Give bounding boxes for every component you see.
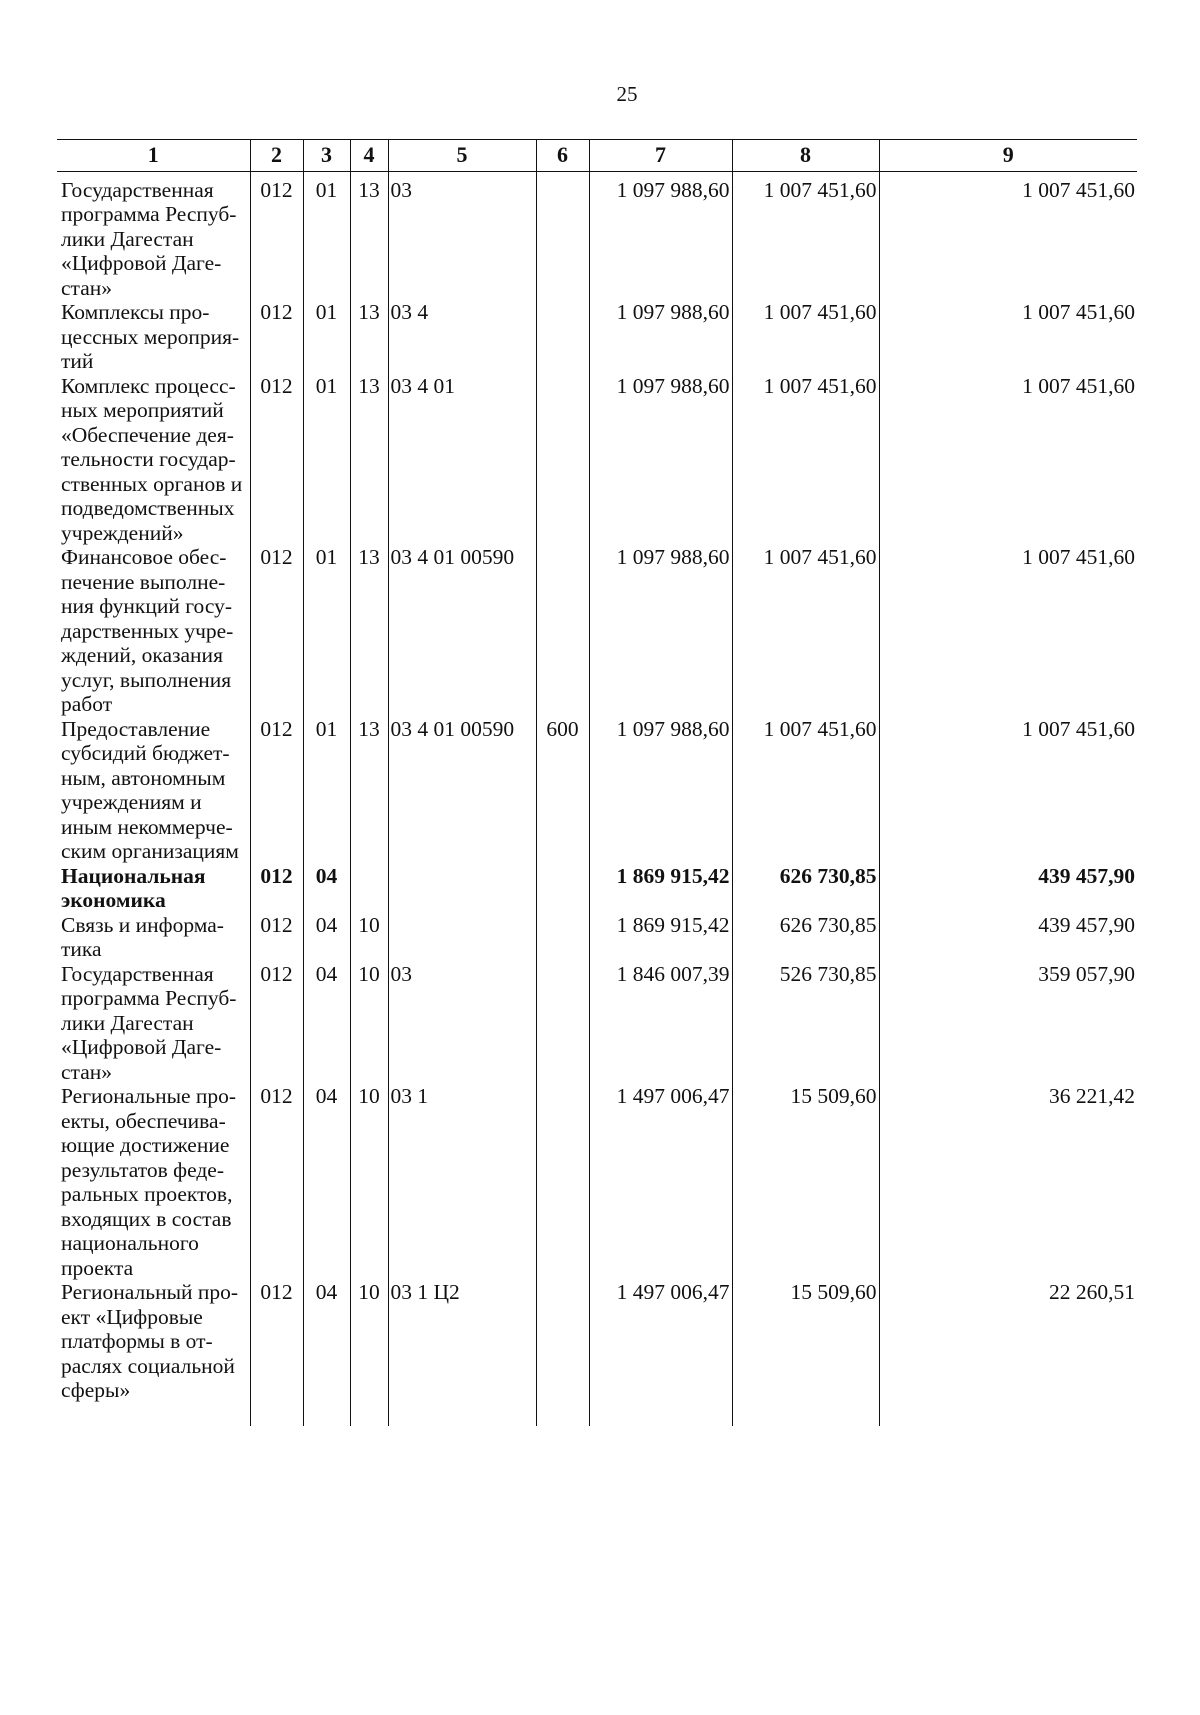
row-subsection <box>350 864 388 913</box>
row-amount-col7: 1 869 915,42 <box>589 913 732 962</box>
row-code: 012 <box>250 913 303 962</box>
row-name: Предоставление субсидий бюджет-ным, автономным учреждениям и иным некоммерче-ским организациям <box>61 716 239 863</box>
row-article <box>388 913 536 962</box>
table-row <box>57 171 1137 300</box>
row-section: 01 <box>303 374 350 546</box>
row-amount-col7: 1 097 988,60 <box>589 300 732 374</box>
row-amount-col8: 1 007 451,60 <box>732 374 879 546</box>
header-col-2: 2 <box>250 140 303 172</box>
row-expense-type <box>536 913 589 962</box>
row-section: 01 <box>303 717 350 864</box>
row-amount-col9: 439 457,90 <box>879 864 1137 913</box>
row-article: 03 <box>388 171 536 300</box>
row-name: Финансовое обес-печение выполне-ния функций госу-дарственных учре-ждений, оказания услуг, выполнения работ <box>61 545 234 716</box>
row-name: Государственная программа Респуб-лики Дагестан «Цифровой Даге-стан» <box>61 961 237 1084</box>
row-code: 012 <box>250 962 303 1085</box>
header-col-5: 5 <box>388 140 536 172</box>
row-amount-col7: 1 497 006,47 <box>589 1280 732 1426</box>
row-subsection: 10 <box>350 962 388 1085</box>
row-article: 03 1 Ц2 <box>388 1280 536 1426</box>
header-col-3: 3 <box>303 140 350 172</box>
table-row <box>57 717 1137 864</box>
row-amount-col8: 626 730,85 <box>732 913 879 962</box>
row-expense-type <box>536 300 589 374</box>
row-amount-col7: 1 497 006,47 <box>589 1084 732 1280</box>
row-section: 04 <box>303 864 350 913</box>
row-subsection: 13 <box>350 717 388 864</box>
table-row <box>57 1084 1137 1280</box>
row-expense-type <box>536 1084 589 1280</box>
table-row <box>57 300 1137 374</box>
row-amount-col9: 439 457,90 <box>879 913 1137 962</box>
row-name: Комплекс процесс-ных мероприятий «Обеспечение дея-тельности государ-ственных органов и подведомственных учреждений» <box>61 373 243 545</box>
table-row <box>57 864 1137 913</box>
header-col-1: 1 <box>57 140 250 172</box>
row-subsection: 13 <box>350 171 388 300</box>
row-subsection: 13 <box>350 545 388 717</box>
header-col-9: 9 <box>879 140 1137 172</box>
row-amount-col8: 1 007 451,60 <box>732 545 879 717</box>
header-col-7: 7 <box>589 140 732 172</box>
row-section: 04 <box>303 913 350 962</box>
table-row <box>57 962 1137 1085</box>
row-amount-col8: 15 509,60 <box>732 1084 879 1280</box>
row-amount-col7: 1 097 988,60 <box>589 171 732 300</box>
row-amount-col8: 15 509,60 <box>732 1280 879 1426</box>
row-section: 04 <box>303 1280 350 1426</box>
row-section: 04 <box>303 962 350 1085</box>
row-article: 03 4 01 00590 <box>388 545 536 717</box>
row-name: Региональный про-ект «Цифровые платформы в от-раслях социальной сферы» <box>61 1280 239 1402</box>
table-body <box>57 171 1137 1426</box>
row-code: 012 <box>250 1084 303 1280</box>
row-expense-type <box>536 545 589 717</box>
budget-table <box>57 139 1137 1426</box>
row-code: 012 <box>250 171 303 300</box>
row-section: 04 <box>303 1084 350 1280</box>
row-amount-col7: 1 846 007,39 <box>589 962 732 1085</box>
row-expense-type <box>536 374 589 546</box>
row-amount-col7: 1 097 988,60 <box>589 545 732 717</box>
row-amount-col9: 1 007 451,60 <box>879 171 1137 300</box>
row-amount-col7: 1 097 988,60 <box>589 374 732 546</box>
row-amount-col9: 36 221,42 <box>879 1084 1137 1280</box>
row-amount-col8: 1 007 451,60 <box>732 717 879 864</box>
row-name: Связь и информа-тика <box>61 912 224 961</box>
row-amount-col9: 1 007 451,60 <box>879 300 1137 374</box>
row-article <box>388 864 536 913</box>
row-amount-col7: 1 869 915,42 <box>589 864 732 913</box>
row-amount-col9: 22 260,51 <box>879 1280 1137 1426</box>
row-article: 03 4 <box>388 300 536 374</box>
row-expense-type <box>536 962 589 1085</box>
row-code: 012 <box>250 864 303 913</box>
table-row <box>57 545 1137 717</box>
row-amount-col8: 1 007 451,60 <box>732 171 879 300</box>
row-subsection: 10 <box>350 1084 388 1280</box>
row-subsection: 10 <box>350 913 388 962</box>
row-subsection: 10 <box>350 1280 388 1426</box>
row-section: 01 <box>303 171 350 300</box>
row-section: 01 <box>303 545 350 717</box>
row-article: 03 4 01 <box>388 374 536 546</box>
row-expense-type: 600 <box>536 717 589 864</box>
row-subsection: 13 <box>350 374 388 546</box>
row-amount-col8: 626 730,85 <box>732 864 879 913</box>
row-amount-col9: 1 007 451,60 <box>879 717 1137 864</box>
table-row <box>57 1280 1137 1426</box>
row-amount-col9: 1 007 451,60 <box>879 545 1137 717</box>
header-row <box>57 140 1137 172</box>
row-section: 01 <box>303 300 350 374</box>
header-col-6: 6 <box>536 140 589 172</box>
row-name: Комплексы про-цессных мероприя-тий <box>61 300 240 373</box>
row-code: 012 <box>250 1280 303 1426</box>
row-article: 03 1 <box>388 1084 536 1280</box>
row-subsection: 13 <box>350 300 388 374</box>
header-col-8: 8 <box>732 140 879 172</box>
row-code: 012 <box>250 300 303 374</box>
row-name: Региональные про-екты, обеспечива-ющие достижение результатов феде-ральных проектов, входящих в состав национального проекта <box>61 1084 237 1280</box>
row-code: 012 <box>250 545 303 717</box>
row-amount-col8: 1 007 451,60 <box>732 300 879 374</box>
row-article: 03 4 01 00590 <box>388 717 536 864</box>
row-expense-type <box>536 1280 589 1426</box>
row-amount-col8: 526 730,85 <box>732 962 879 1085</box>
page-number: 25 <box>616 82 638 106</box>
row-expense-type <box>536 864 589 913</box>
row-amount-col9: 359 057,90 <box>879 962 1137 1085</box>
row-code: 012 <box>250 374 303 546</box>
table-row <box>57 374 1137 546</box>
row-article: 03 <box>388 962 536 1085</box>
row-amount-col9: 1 007 451,60 <box>879 374 1137 546</box>
row-code: 012 <box>250 717 303 864</box>
header-col-4: 4 <box>350 140 388 172</box>
row-name: Национальная экономика <box>61 863 206 912</box>
table-row <box>57 913 1137 962</box>
row-name: Государственная программа Респуб-лики Дагестан «Цифровой Даге-стан» <box>61 177 237 300</box>
row-amount-col7: 1 097 988,60 <box>589 717 732 864</box>
row-expense-type <box>536 171 589 300</box>
